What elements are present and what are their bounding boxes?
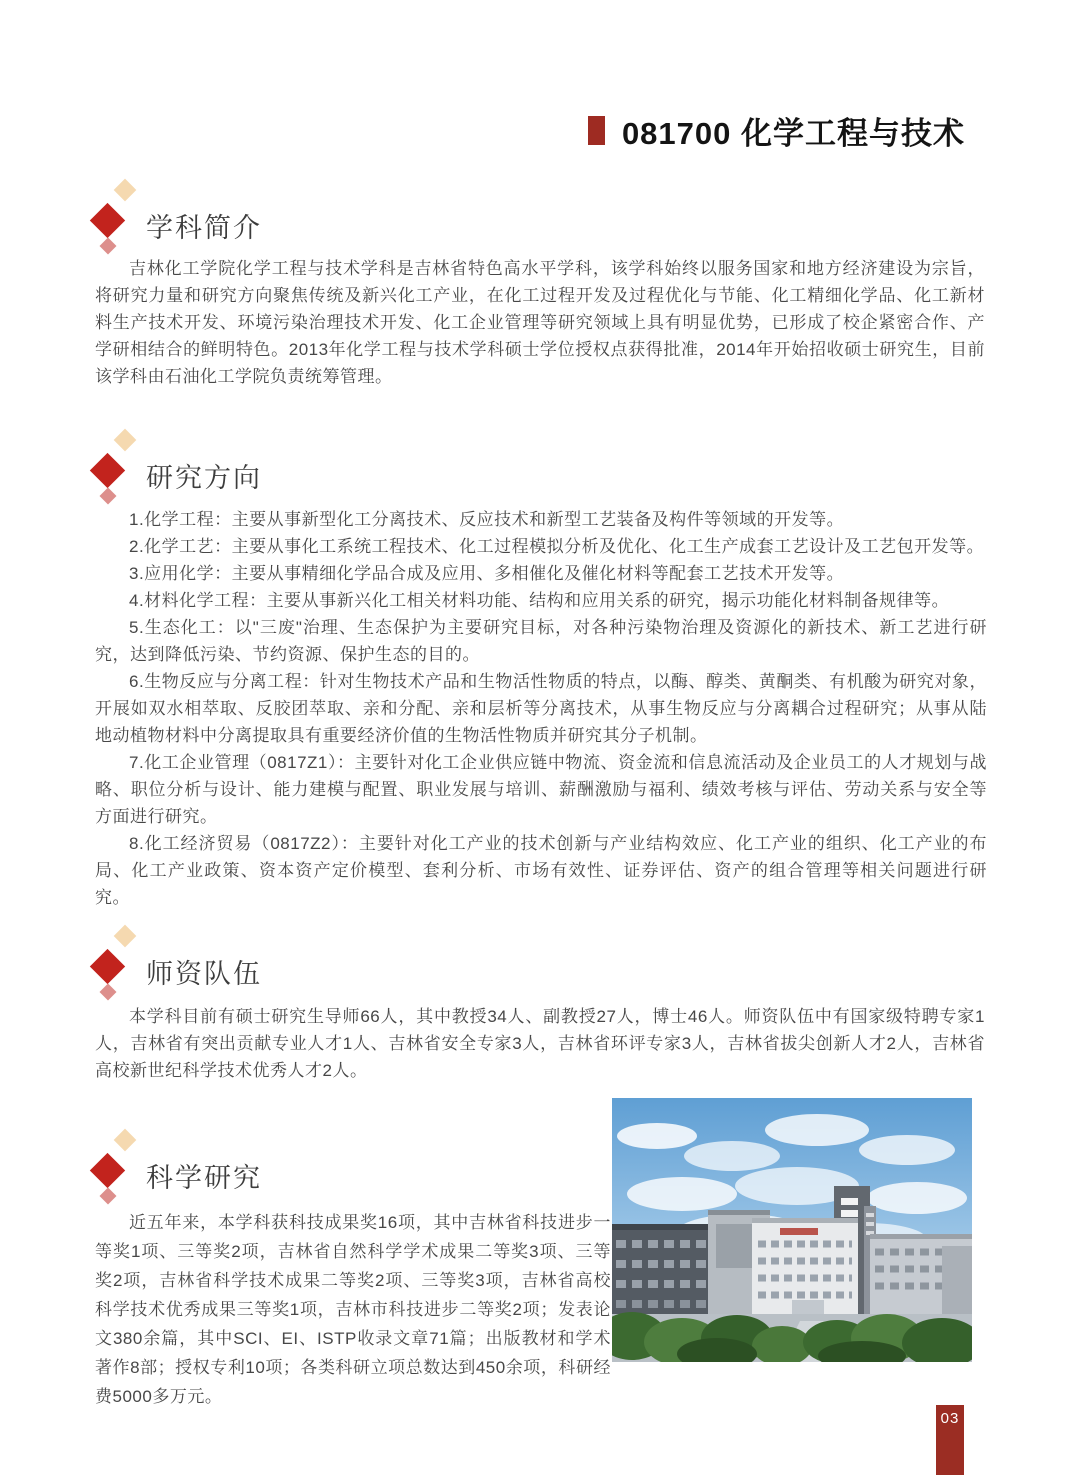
list-item: 7.化工企业管理（0817Z1）：主要针对化工企业供应链中物流、资金流和信息流活动及企业员工的人才规划与战略、职位分析与设计、能力建模与配置、职业发展与培训、薪酬激励与福利、绩效考核与评估、劳动关系与安全等方面进行研究。: [95, 753, 987, 826]
section-title-intro: 学科简介: [146, 213, 262, 243]
list-item: 2.化学工艺：主要从事化工系统工程技术、化工过程模拟分析及优化、化工生产成套工艺设计及工艺包开发等。: [129, 537, 985, 556]
red-diamond-icon: [90, 203, 125, 238]
section-heading-directions: [90, 430, 262, 504]
diamond-cluster-icon: [90, 926, 136, 1000]
diamond-cluster-icon: [90, 430, 136, 504]
section-heading-research: [90, 1130, 262, 1204]
list-item: 8.化工经济贸易（0817Z2）：主要针对化工产业的技术创新与产业结构效应、化工产业的组织、化工产业的布局、化工产业政策、资本资产定价模型、套利分析、市场有效性、证券评估、资产的组合管理等相关问题进行研究。: [95, 834, 987, 907]
faculty-paragraph: 本学科目前有硕士研究生导师66人，其中教授34人、副教授27人，博士46人。师资队伍中有国家级特聘专家1人，吉林省有突出贡献专业人才1人、吉林省安全专家3人，吉林省环评专家3人，吉林省拔尖创新人才2人，吉林省高校新世纪科学技术优秀人才2人。: [95, 1007, 985, 1080]
list-item: 1.化学工程：主要从事新型化工分离技术、反应技术和新型工艺装备及构件等领域的开发等。: [129, 510, 845, 529]
tan-diamond-icon: [114, 179, 137, 202]
section-heading-faculty: [90, 926, 262, 1000]
list-item: 3.应用化学：主要从事精细化学品合成及应用、多相催化及催化材料等配套工艺技术开发等。: [129, 564, 845, 583]
red-bar-icon: [588, 116, 605, 145]
section-title-directions: 研究方向: [146, 463, 262, 493]
list-item: 6.生物反应与分离工程：针对生物技术产品和生物活性物质的特点，以酶、醇类、黄酮类、有机酸为研究对象，开展如双水相萃取、反胶团萃取、亲和分配、亲和层析等分离技术，从事生物反应与分离耦合过程研究；从事从陆地动植物材料中分离提取具有重要经济价值的生物活性物质并研究其分子机制。: [95, 672, 987, 745]
pink-diamond-icon: [100, 984, 117, 1001]
red-diamond-icon: [90, 1153, 125, 1188]
section-title-faculty: 师资队伍: [146, 959, 262, 989]
red-diamond-icon: [90, 453, 125, 488]
page-number: 03: [940, 1410, 960, 1427]
pink-diamond-icon: [100, 488, 117, 505]
tan-diamond-icon: [114, 1129, 137, 1152]
section-heading-intro: [90, 180, 262, 254]
list-item: 4.材料化学工程：主要从事新兴化工相关材料功能、结构和应用关系的研究，揭示功能化材料制备规律等。: [129, 591, 950, 610]
document-header: [588, 108, 965, 153]
diamond-cluster-icon: [90, 1130, 136, 1204]
pink-diamond-icon: [100, 238, 117, 255]
intro-paragraph: 吉林化工学院化学工程与技术学科是吉林省特色高水平学科，该学科始终以服务国家和地方经济建设为宗旨，将研究力量和研究方向聚焦传统及新兴化工产业，在化工过程开发及过程优化与节能、化工精细化学品、化工新材料生产技术开发、环境污染治理技术开发、化工企业管理等研究领域上具有明显优势，已形成了校企紧密合作、产学研相结合的鲜明特色。2013年化学工程与技术学科硕士学位授权点获得批准，2014年开始招收硕士研究生，目前该学科由石油化工学院负责统筹管理。: [95, 259, 985, 386]
pink-diamond-icon: [100, 1188, 117, 1205]
research-directions-list: [95, 506, 987, 911]
campus-building-photo: [612, 1098, 972, 1362]
diamond-cluster-icon: [90, 180, 136, 254]
tan-diamond-icon: [114, 429, 137, 452]
page-number-badge: [936, 1405, 964, 1475]
research-paragraph: 近五年来，本学科获科技成果奖16项，其中吉林省科技进步一等奖1项、三等奖2项，吉林省自然科学学术成果二等奖3项、三等奖2项，吉林省科学技术成果二等奖2项、三等奖3项，吉林省高校科学技术优秀成果三等奖1项，吉林市科技进步二等奖2项；发表论文380余篇，其中SCI、EI、ISTP收录文章71篇；出版教材和学术著作8部；授权专利10项；各类科研立项总数达到450余项，科研经费5000多万元。: [95, 1213, 611, 1406]
page-title: 081700 化学工程与技术: [621, 116, 965, 151]
tan-diamond-icon: [114, 925, 137, 948]
section-title-research: 科学研究: [146, 1163, 262, 1193]
list-item: 5.生态化工：以"三废"治理、生态保护为主要研究目标，对各种污染物治理及资源化的新技术、新工艺进行研究，达到降低污染、节约资源、保护生态的目的。: [95, 618, 987, 664]
red-diamond-icon: [90, 949, 125, 984]
